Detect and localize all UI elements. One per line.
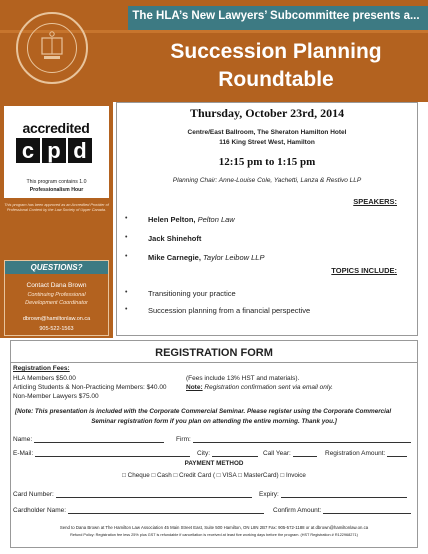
questions-contact: Contact Dana Brown bbox=[26, 282, 87, 289]
call-year-field[interactable] bbox=[263, 450, 317, 457]
event-title-line2: Roundtable bbox=[218, 68, 334, 91]
amount-label: Registration Amount: bbox=[325, 450, 386, 457]
topic-item: Succession planning from a financial perspective bbox=[148, 306, 311, 315]
email-input-line[interactable] bbox=[35, 450, 190, 457]
payment-options[interactable]: □ Cheque □ Cash □ Credit Card ( □ VISA □ MasterCard) □ Invoice bbox=[122, 472, 306, 479]
city-label: City: bbox=[197, 450, 210, 457]
cpd-letter-c: c bbox=[16, 138, 40, 163]
confirm-amount-label: Confirm Amount: bbox=[273, 507, 322, 514]
bullet-icon: • bbox=[125, 253, 128, 260]
registration-form bbox=[10, 340, 418, 548]
city-input-line[interactable] bbox=[212, 450, 258, 457]
name-label: Name: bbox=[13, 436, 33, 443]
speaker-firm: Taylor Leibow LLP bbox=[203, 253, 265, 262]
amount-field[interactable] bbox=[325, 450, 407, 457]
banner-kicker: The HLA’s New Lawyers’ Subcommittee presents a... bbox=[132, 10, 420, 22]
amount-input-line[interactable] bbox=[387, 450, 407, 457]
call-year-input-line[interactable] bbox=[293, 450, 317, 457]
cpd-letter-p: p bbox=[42, 138, 66, 163]
cardholder-input-line[interactable] bbox=[68, 507, 264, 514]
questions-heading: QUESTIONS? bbox=[5, 261, 108, 274]
note-label: Note: bbox=[186, 384, 203, 391]
card-number-field[interactable] bbox=[13, 491, 252, 498]
questions-role-line2: Development Coordinator bbox=[25, 300, 88, 306]
bullet-icon: • bbox=[125, 234, 128, 241]
refund-policy: Refund Policy: Registration fee less 25% plus GST is refundable if cancellation is received at least five working days before the program. (HST Registration # R122968271) bbox=[70, 533, 358, 537]
expiry-input-line[interactable] bbox=[281, 491, 407, 498]
fee-item: Articling Students & Non-Practicing Members: $40.00 bbox=[13, 384, 167, 391]
note-text: Registration confirmation sent via email only. bbox=[204, 384, 333, 391]
confirmation-note bbox=[186, 384, 333, 391]
call-year-label: Call Year: bbox=[263, 450, 291, 457]
fees-note: (Fees include 13% HST and materials). bbox=[186, 375, 300, 382]
speaker-item bbox=[148, 234, 201, 243]
event-details-box bbox=[116, 102, 418, 336]
speaker-name: Mike Carnegie, bbox=[148, 253, 201, 262]
questions-role-line1: Continuing Professional bbox=[27, 292, 86, 298]
speaker-name: Helen Pelton, bbox=[148, 215, 196, 224]
name-field[interactable] bbox=[13, 436, 164, 443]
firm-field[interactable] bbox=[176, 436, 411, 443]
accreditation-note: This program has been approved as an Accredited Provider of Professional Content by the Law Society of Upper Canada. bbox=[4, 203, 109, 212]
planning-chair: Planning Chair: Anne-Louise Cole, Yachetti, Lanza & Restivo LLP bbox=[172, 177, 362, 184]
cpd-hours-note: This program contains 1.0 bbox=[26, 179, 87, 185]
confirm-amount-input-line[interactable] bbox=[323, 507, 411, 514]
header-banner bbox=[0, 0, 428, 102]
email-label: E-Mail: bbox=[13, 450, 34, 457]
association-seal-logo bbox=[16, 12, 88, 84]
seminar-note-line2: Seminar registration form if you plan on attending the entire morning. Thank you.] bbox=[91, 418, 337, 425]
topics-heading: TOPICS INCLUDE: bbox=[331, 266, 397, 275]
speaker-item bbox=[148, 253, 264, 262]
send-to-note: Send to Dana Brown at The Hamilton Law Association 45 Main Street East, Suite 500 Hamilton, ON L8N 2B7 Fax: 905-572-1188 or at dbrown@hamiltonlaw.on.ca bbox=[59, 525, 369, 530]
event-date: Thursday, October 23rd, 2014 bbox=[189, 106, 345, 120]
speaker-name: Jack Shinehoft bbox=[148, 234, 202, 243]
event-title-line1: Succession Planning bbox=[170, 40, 382, 63]
cpd-letter-d: d bbox=[68, 138, 92, 163]
confirm-amount-field[interactable] bbox=[273, 507, 411, 514]
payment-heading: PAYMENT METHOD bbox=[184, 460, 244, 467]
firm-label: Firm: bbox=[176, 436, 191, 443]
bullet-icon: • bbox=[125, 289, 128, 296]
seminar-note-line1: [Note: This presentation is included with the Corporate Commercial Seminar. Please register using the Corporate Commercial bbox=[15, 408, 392, 415]
city-field[interactable] bbox=[197, 450, 258, 457]
card-number-input-line[interactable] bbox=[56, 491, 252, 498]
expiry-label: Expiry: bbox=[259, 491, 279, 498]
seal-icon bbox=[18, 14, 86, 82]
event-venue-line1: Centre/East Ballroom, The Sheraton Hamilton Hotel bbox=[187, 129, 347, 136]
cpd-accreditation-badge bbox=[4, 106, 109, 198]
fees-heading: Registration Fees: bbox=[13, 365, 70, 372]
left-sidebar bbox=[0, 102, 113, 338]
divider bbox=[11, 362, 417, 363]
fee-item: Non-Member Lawyers $75.00 bbox=[13, 393, 99, 400]
name-input-line[interactable] bbox=[34, 436, 164, 443]
questions-email-link[interactable]: dbrown@hamiltonlaw.on.ca bbox=[22, 316, 91, 322]
questions-box bbox=[4, 260, 109, 336]
expiry-field[interactable] bbox=[259, 491, 407, 498]
registration-title: REGISTRATION FORM bbox=[155, 347, 273, 359]
cpd-hours-type: Professionalism Hour bbox=[29, 187, 84, 193]
firm-input-line[interactable] bbox=[193, 436, 411, 443]
cardholder-label: Cardholder Name: bbox=[13, 507, 67, 514]
speaker-item bbox=[148, 215, 235, 224]
event-venue-line2: 116 King Street West, Hamilton bbox=[219, 139, 315, 146]
event-time: 12:15 pm to 1:15 pm bbox=[218, 156, 316, 168]
cardholder-field[interactable] bbox=[13, 507, 264, 514]
speaker-firm: Pelton Law bbox=[197, 215, 235, 224]
cpd-letters bbox=[16, 138, 92, 163]
questions-phone: 905-522-1563 bbox=[39, 326, 74, 332]
email-field[interactable] bbox=[13, 450, 190, 457]
speakers-heading: SPEAKERS: bbox=[353, 197, 397, 206]
topic-item: Transitioning your practice bbox=[148, 289, 236, 298]
bullet-icon: • bbox=[125, 306, 128, 313]
card-number-label: Card Number: bbox=[13, 491, 54, 498]
bullet-icon: • bbox=[125, 215, 128, 222]
cpd-accredited-word: accredited bbox=[22, 120, 90, 136]
fee-item: HLA Members $50.00 bbox=[13, 375, 76, 382]
